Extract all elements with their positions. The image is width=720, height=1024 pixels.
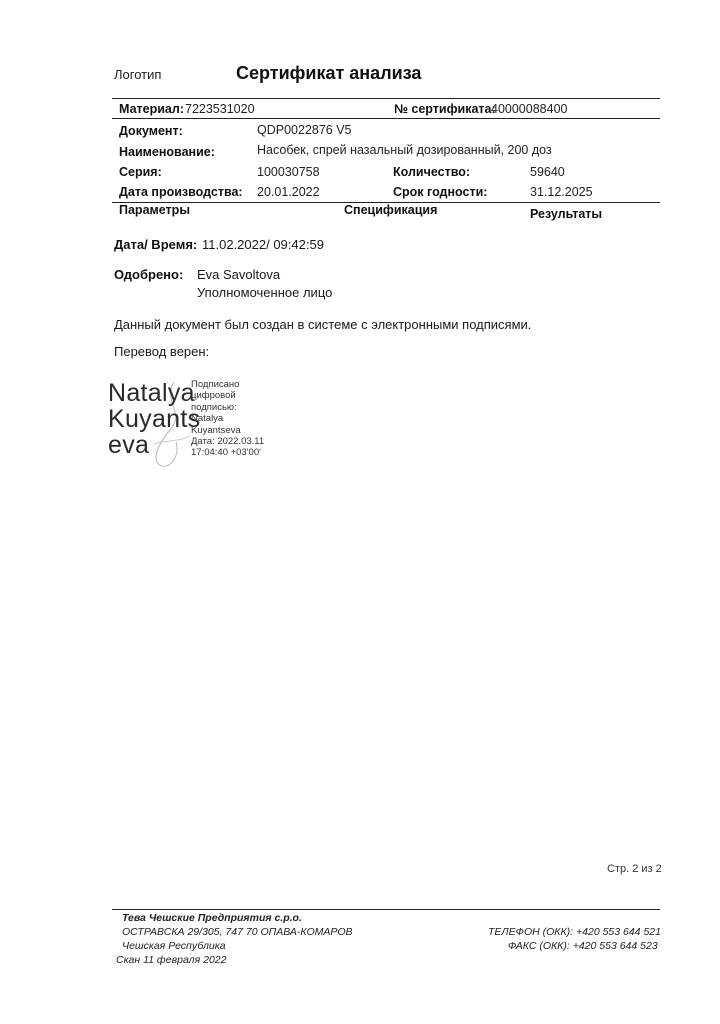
series-value: 100030758 bbox=[257, 165, 320, 179]
signature-info-line-1: Подписано bbox=[191, 379, 240, 390]
quantity-label: Количество: bbox=[393, 165, 471, 179]
series-label: Серия: bbox=[119, 165, 162, 179]
document-value: QDP0022876 V5 bbox=[257, 123, 352, 137]
footer-rule bbox=[112, 909, 660, 910]
expiry-date-label: Срок годности: bbox=[393, 185, 488, 199]
product-name-value: Насобек, спрей назальный дозированный, 200 доз bbox=[257, 143, 552, 157]
fax-number: ФАКС (ОКК): +420 553 644 523 bbox=[508, 940, 658, 952]
company-name: Тева Чешские Предприятия с.р.о. bbox=[122, 912, 302, 924]
material-value: 7223531020 bbox=[185, 102, 255, 116]
production-date-value: 20.01.2022 bbox=[257, 185, 320, 199]
signature-name-line-1: Natalya bbox=[108, 379, 195, 407]
column-parameters: Параметры bbox=[119, 203, 190, 217]
signature-info-line-7: 17:04:40 +03'00' bbox=[191, 447, 261, 459]
signature-info-line-4: Natalya bbox=[191, 413, 224, 425]
scan-date: Скан 11 февраля 2022 bbox=[116, 954, 227, 966]
logo-placeholder: Логотип bbox=[114, 67, 162, 82]
signature-info-line-5: Kuyantseva bbox=[191, 424, 241, 436]
certificate-number-label: № сертификата: bbox=[394, 102, 496, 116]
company-address-line-1: ОСТРАВСКА 29/305, 747 70 ОПАВА-КОМАРОВ bbox=[122, 926, 353, 938]
production-date-label: Дата производства: bbox=[119, 185, 243, 199]
signature-name-line-3: eva bbox=[108, 431, 150, 459]
signature-name-line-2: Kuyants bbox=[108, 405, 201, 433]
info-rule bbox=[112, 118, 660, 119]
page-number: Стр. 2 из 2 bbox=[607, 863, 662, 875]
document-label: Документ: bbox=[119, 124, 183, 138]
signature-info-line-3: подписью: bbox=[191, 401, 237, 413]
certificate-number-value: 40000088400 bbox=[491, 102, 568, 116]
quantity-value: 59640 bbox=[530, 165, 565, 179]
company-address-line-2: Чешская Республика bbox=[122, 940, 226, 952]
product-name-label: Наименование: bbox=[119, 145, 215, 159]
expiry-date-value: 31.12.2025 bbox=[530, 185, 593, 199]
header-rule bbox=[112, 98, 660, 99]
datetime-label: Дата/ Время: bbox=[114, 237, 198, 252]
phone-number: ТЕЛЕФОН (ОКК): +420 553 644 521 bbox=[488, 926, 661, 938]
material-label: Материал: bbox=[119, 102, 184, 116]
approver-name: Eva Savoltova bbox=[197, 267, 281, 282]
signature-details bbox=[191, 379, 264, 459]
column-results: Результаты bbox=[530, 207, 603, 221]
signature-info-line-2: цифровой bbox=[191, 390, 236, 402]
signature-info-line-6: Дата: 2022.03.11 bbox=[191, 436, 265, 448]
translation-note: Перевод верен: bbox=[114, 344, 210, 359]
column-specification: Спецификация bbox=[344, 203, 438, 217]
approver-role: Уполномоченное лицо bbox=[197, 285, 333, 300]
electronic-signature-note: Данный документ был создан в системе с электронными подписями. bbox=[114, 317, 532, 332]
approved-label: Одобрено: bbox=[114, 267, 184, 282]
datetime-value: 11.02.2022/ 09:42:59 bbox=[202, 237, 324, 252]
document-title: Сертификат анализа bbox=[236, 63, 422, 83]
